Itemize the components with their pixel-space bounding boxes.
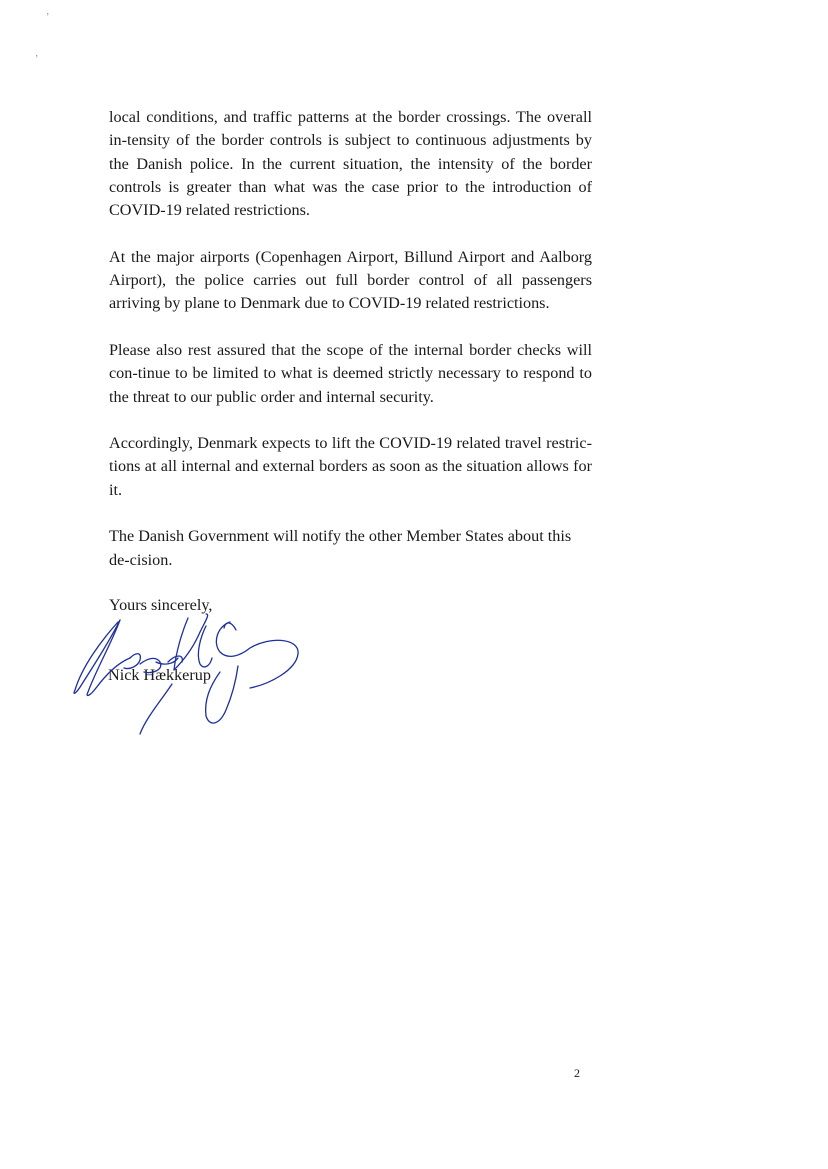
signer-name: Nick Hækkerup [108, 666, 211, 684]
page-number: 2 [574, 1066, 580, 1080]
letter-paragraph-lift-restrictions: Accordingly, Denmark expects to lift the COVID-19 related travel restric-tions at all internal and external borders as soon as the situation allows for it. [109, 434, 592, 499]
letter-paragraph-airports: At the major airports (Copenhagen Airport, Billund Airport and Aalborg Airport), the police carries out full border control of all passengers arriving by plane to Denmark due to COVID-19 related restrictions. [109, 247, 592, 313]
handwritten-signature-icon [60, 592, 320, 752]
letter-closing: Yours sincerely, [109, 596, 213, 614]
letter-paragraph-notify: The Danish Government will notify the other Member States about this de-cision. [109, 527, 572, 569]
letter-body [109, 106, 592, 595]
scan-speck: ʼ [35, 54, 39, 65]
scan-speck: ʼ [46, 12, 50, 23]
letter-paragraph-border-intensity: local conditions, and traffic patterns at the border crossings. The overall in-tensity of the border controls is subject to continuous adjustments by the Danish police. In the current situation, the intensity of the border controls is greater than what was the case prior to the introduction of COVID-19 related restrictions. [109, 108, 592, 220]
letter-paragraph-scope: Please also rest assured that the scope of the internal border checks will con-tinue to be limited to what is deemed strictly necessary to respond to the threat to our public order and internal security. [109, 340, 592, 406]
